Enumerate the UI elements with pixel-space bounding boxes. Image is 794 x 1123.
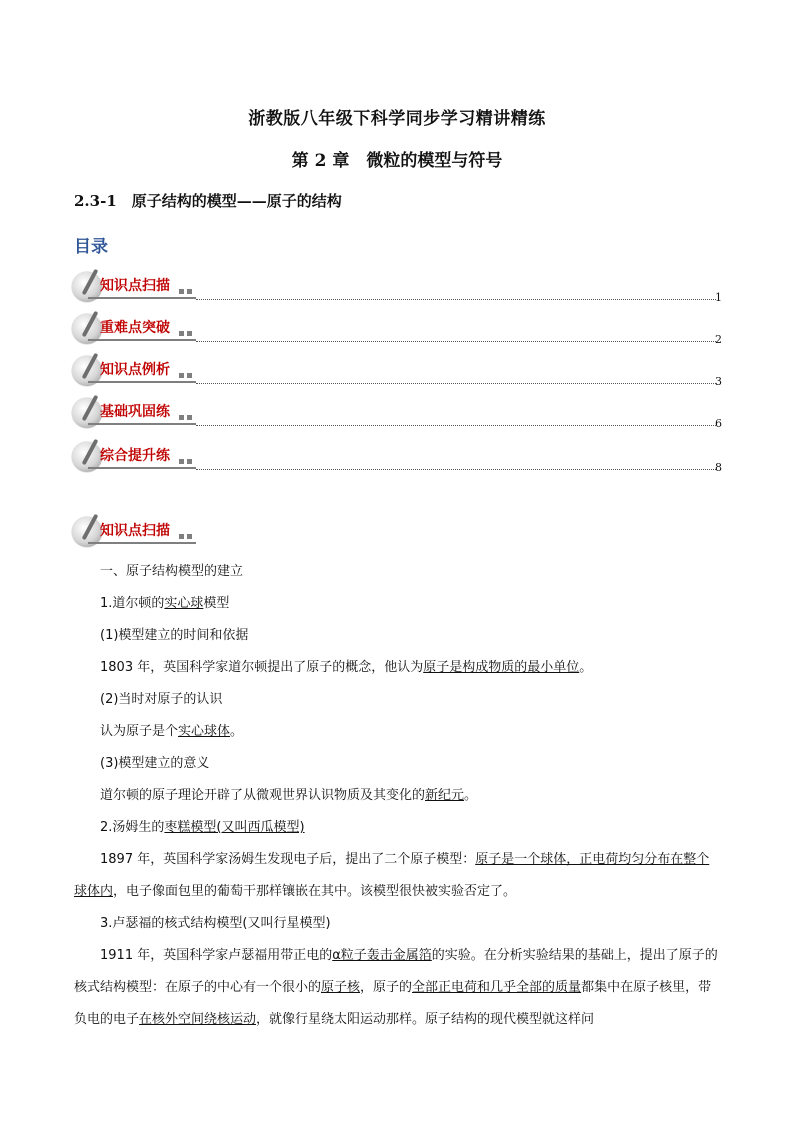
question-1: (1)模型建立的时间和依据	[100, 628, 249, 643]
pen-badge-icon	[72, 312, 196, 346]
toc-item[interactable]	[72, 270, 722, 304]
toc-page-number: 6	[715, 417, 722, 430]
paragraph-rutherford: 1911 年，英国科学家卢瑟福用带正电的α粒子轰击金属箔的实验。在分析实验结果的基础上，提出了原子的核式结构模型：在原子的中心有一个很小的原子核，原子的全部正电荷和几乎全部的质量都集中在原子核里，带负电的电子在核外空间绕核运动，就像行星绕太阳运动那样。原子结构的现代模型就这样问	[74, 948, 718, 1027]
toc-item[interactable]	[72, 396, 722, 430]
toc-page-number: 3	[715, 375, 722, 388]
toc-leader	[196, 469, 716, 470]
pen-badge-icon	[72, 396, 196, 430]
question-2: (2)当时对原子的认识	[100, 692, 223, 707]
toc-item[interactable]	[72, 312, 722, 346]
subheading-rutherford: 3.卢瑟福的核式结构模型(又叫行星模型)	[100, 916, 331, 931]
toc-leader	[196, 425, 716, 426]
paragraph-dalton: 1803 年，英国科学家道尔顿提出了原子的概念，他认为原子是构成物质的最小单位。	[100, 660, 593, 675]
chapter-title: 第 2 章 微粒的模型与符号	[291, 151, 503, 171]
section-title: 2.3-1 原子结构的模型——原子的结构	[74, 192, 342, 210]
toc-item-label: 综合提升练	[100, 448, 170, 464]
toc-page-number: 1	[715, 291, 722, 304]
section-badge-icon	[72, 515, 196, 549]
toc-item-label: 知识点例析	[100, 362, 170, 378]
toc-leader	[196, 299, 716, 300]
toc-item-label: 知识点扫描	[100, 278, 170, 294]
content-body	[74, 556, 720, 1036]
section-badge-label: 知识点扫描	[100, 523, 170, 539]
pen-badge-icon	[72, 354, 196, 388]
page-title: 浙教版八年级下科学同步学习精讲精练	[248, 109, 546, 129]
paragraph-solid-sphere: 认为原子是个实心球体。	[100, 724, 244, 739]
subheading-thomson: 2.汤姆生的枣糕模型(又叫西瓜模型)	[100, 820, 305, 835]
question-3: (3)模型建立的意义	[100, 756, 210, 771]
toc-leader	[196, 383, 716, 384]
toc-leader	[196, 341, 716, 342]
toc-heading: 目录	[74, 237, 108, 257]
toc-item-label: 基础巩固练	[100, 404, 170, 420]
toc-item[interactable]	[72, 440, 722, 474]
pen-badge-icon	[72, 270, 196, 304]
toc-page-number: 2	[715, 333, 722, 346]
paragraph-thomson: 1897 年，英国科学家汤姆生发现电子后，提出了二个原子模型：原子是一个球体，正电荷均匀分布在整个球体内，电子像面包里的葡萄干那样镶嵌在其中。该模型很快被实验否定了。	[74, 852, 710, 899]
toc-item[interactable]	[72, 354, 722, 388]
toc-item-label: 重难点突破	[100, 320, 170, 336]
paragraph-significance: 道尔顿的原子理论开辟了从微观世界认识物质及其变化的新纪元。	[100, 788, 478, 803]
subheading-dalton: 1.道尔顿的实心球模型	[100, 596, 230, 611]
toc-page-number: 8	[715, 461, 722, 474]
heading-model-establishment: 一、原子结构模型的建立	[100, 564, 244, 579]
pen-badge-icon	[72, 440, 196, 474]
